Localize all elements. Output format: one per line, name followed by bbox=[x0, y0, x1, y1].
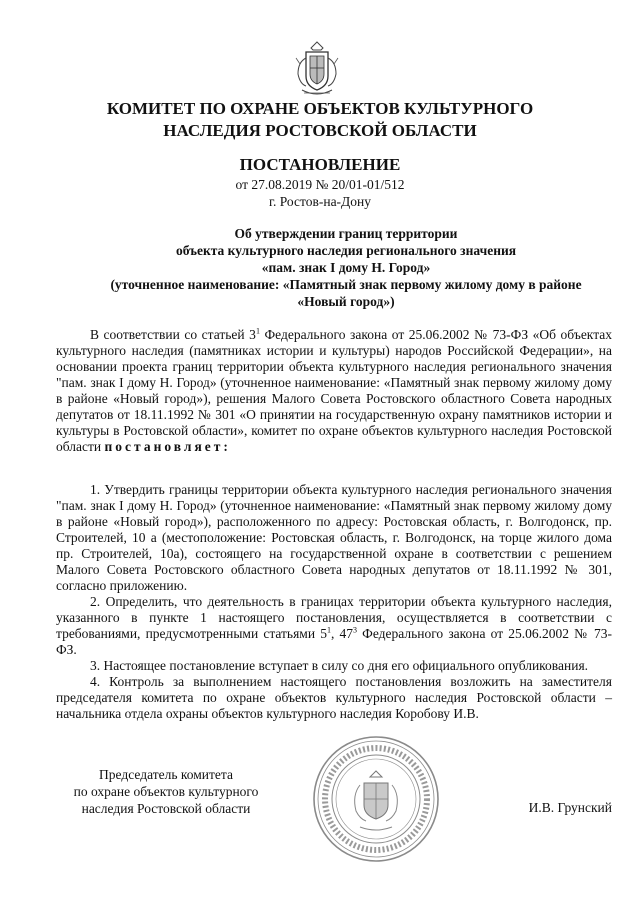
item2-superscript-1: 1 bbox=[326, 625, 331, 635]
intro-text-part1: В соответствии со статьей 3 bbox=[90, 327, 256, 342]
coat-of-arms-icon bbox=[292, 40, 342, 98]
committee-name-line1: КОМИТЕТ ПО ОХРАНЕ ОБЪЕКТОВ КУЛЬТУРНОГО bbox=[106, 99, 534, 118]
item2-text-part2: , 47 bbox=[330, 626, 353, 641]
document-type: ПОСТАНОВЛЕНИЕ bbox=[239, 155, 401, 174]
document-subject bbox=[76, 225, 616, 310]
committee-name bbox=[60, 98, 580, 142]
decree-item-3: 3. Настоящее постановление вступает в силу со дня его официального опубликования. bbox=[90, 658, 589, 673]
item2-text-part1: 2. Определить, что деятельность в границах территории объекта культурного наследия, указанного в пункте 1 настоящего постановления, осуществляется в соответствии с требованиями, предусмотренными статьями 5 bbox=[56, 594, 612, 641]
committee-name-line2: НАСЛЕДИЯ РОСТОВСКОЙ ОБЛАСТИ bbox=[163, 121, 477, 140]
signatory-position bbox=[56, 766, 276, 817]
document-date-number: от 27.08.2019 № 20/01-01/512 bbox=[235, 177, 405, 192]
decree-item-4: 4. Контроль за выполнением настоящего постановления возложить на заместителя председателя комитета по охране объектов культурного наследия Ростовской области – начальника отдела охраны объектов культурного наследия Коробову И.В. bbox=[56, 674, 612, 721]
subject-line2: объекта культурного наследия регионального значения bbox=[175, 243, 517, 258]
subject-line5: «Новый город») bbox=[297, 294, 395, 309]
item2-superscript-2: 3 bbox=[353, 625, 357, 635]
intro-paragraph bbox=[56, 327, 612, 455]
intro-text-part2: Федерального закона от 25.06.2002 № 73-ФЗ «Об объектах культурного наследия (памятниках истории и культуры) народов Российской Федерации», на основании проекта границ территории объекта культурного наследия регионального значения "пам. знак I дому Н. Город» (уточненное наименование: «Памятный знак первому жилому дому в районе «Новый город»), решения Малого Совета Ростовского областного Совета народных депутатов от 18.11.1992 № 301 «О принятии на государственную охрану памятников истории и культуры в Ростовской области», комитет по охране объектов культурного наследия Ростовской области bbox=[56, 327, 612, 454]
item2-text-part3: Федерального закона от 25.06.2002 № 73-ФЗ. bbox=[56, 626, 612, 657]
decree-item-1: 1. Утвердить границы территории объекта культурного наследия регионального значения "пам. знак I дому Н. Город» (уточненное наименование: «Памятный знак первому жилому дому в районе «Новый город»), расположенного по адресу: Ростовская область, г. Волгодонск, пр. Строителей, 10 а (местоположение: Ростовская область, г. Волгодонск, на торце жилого дома пр. Строителей, 10а), состоящего на государственной охране в соответствии с решением Малого Совета Ростовского областного Совета народных депутатов от 18.11.1992 № 301, согласно приложению. bbox=[56, 482, 612, 593]
decree-word: постановляет: bbox=[104, 439, 231, 454]
signatory-name: И.В. Грунский bbox=[528, 800, 612, 815]
document-city: г. Ростов-на-Дону bbox=[268, 194, 371, 209]
intro-superscript: 1 bbox=[255, 326, 260, 336]
official-seal-icon bbox=[310, 733, 442, 865]
decree-items bbox=[56, 482, 612, 722]
decree-item-2 bbox=[56, 594, 612, 658]
signatory-position-line2: по охране объектов культурного bbox=[73, 784, 259, 799]
intro-paragraph-block bbox=[56, 327, 612, 455]
subject-line1: Об утверждении границ территории bbox=[234, 226, 458, 241]
subject-line4: (уточненное наименование: «Памятный знак первому жилому дому в районе bbox=[110, 277, 582, 292]
signatory-position-line3: наследия Ростовской области bbox=[81, 801, 251, 816]
signatory-position-line1: Председатель комитета bbox=[99, 767, 233, 782]
subject-line3: «пам. знак I дому Н. Город» bbox=[261, 260, 431, 275]
